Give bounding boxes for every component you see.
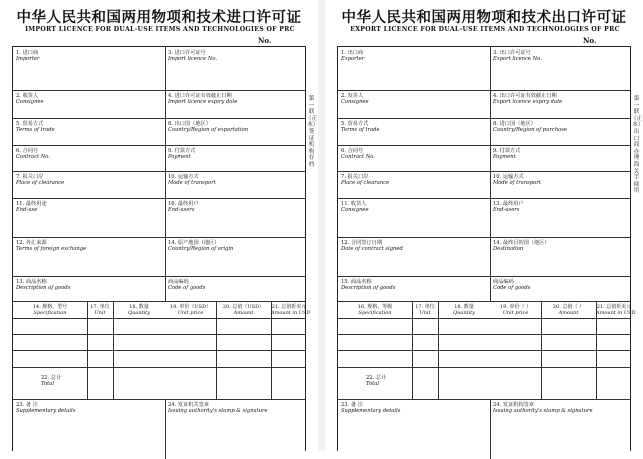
side-note: 第一联（正本）签证机构存档 [306,96,318,168]
export-licence-form [325,0,643,451]
field-place-of-clearance: 7. 报关口岸 Place of clearance [341,174,390,187]
field-payment: 9. 付款方式 Payment [168,148,196,161]
form-title: 中华人民共和国两用物项和技术进口许可证 [16,10,302,26]
col-amount-usd: 21. 总值折美元 Amount in USD [596,304,636,316]
field-country-purchase: 8. 进口国（地区） Country/Region of purchase [493,121,567,134]
field-terms-of-trade: 5. 贸易方式 Terms of trade [16,121,55,134]
field-code-of-goods: 商品编码 Code of goods [493,279,531,292]
page-gap [318,0,325,451]
field-code-of-goods: 商品编码 Code of goods [168,279,206,292]
field-issuing-authority: 24. 发证机构签章 Issuing authority's stamp & signature [493,402,593,415]
field-payment: 9. 付款方式 Payment [493,148,521,161]
field-total: 22. 总计 Total [41,375,62,388]
field-end-users: 13. 最终用户 End-users [493,201,524,214]
col-amount-usd: 21. 总值折美元 Amount in USD [271,304,311,316]
col-quantity: 18. 数量 Quantity [128,304,150,316]
field-consignee: 2. 收货人 Consignee [16,93,44,106]
field-exporter: 1. 出口商 Exporter [341,50,365,63]
licence-number-label: No. [258,36,272,45]
form-subtitle: EXPORT LICENCE FOR DUAL-USE ITEMS AND TECHNOLOGIES OF PRC [350,26,620,33]
field-supplementary: 23. 备 注 Supplementary details [16,402,76,415]
field-description-of-goods: 13. 商品名称 Description of goods [16,279,71,292]
field-supplementary: 23. 备 注 Supplementary details [341,402,401,415]
form-subtitle: IMPORT LICENCE FOR DUAL-USE ITEMS AND TECHNOLOGIES OF PRC [25,26,295,33]
col-specification: 14. 规格、型号 Specification [32,304,68,316]
col-quantity: 18. 数量 Quantity [453,304,475,316]
col-amount: 20. 总值（USD） Amount [222,304,265,316]
field-consignor: 2. 发货人 Consignee [341,93,369,106]
field-description-of-goods: 15. 商品名称 Description of goods [341,279,396,292]
field-issuing-authority: 24. 发证机关签章 Issuing authority's stamp & signature [168,402,268,415]
field-end-users: 16. 最终用户 End-users [168,201,199,214]
col-specification: 16. 规格、等级 Specification [357,304,393,316]
field-total: 22. 总计 Total [366,375,387,388]
field-importer: 1. 进口商 Importer [16,50,40,63]
field-country-exportation: 8. 出口国（地区） Country/Region of exportation [168,121,249,134]
field-mode-of-transport: 10. 运输方式 Mode of transport [493,174,541,187]
field-end-use: 11. 最终用途 End-use [16,201,47,214]
col-unit: 17. 单位 Unit [415,304,435,316]
field-consignee: 11. 收货人 Consignee [341,201,369,214]
import-licence-form [0,0,318,451]
field-contract-date: 12. 合同签订日期 Date of contract signed [341,240,403,253]
field-mode-of-transport: 10. 运输方式 Mode of transport [168,174,216,187]
col-unit: 17. 单位 Unit [90,304,110,316]
field-licence-no: 3. 进口许可证号 Import licence No. [168,50,218,63]
col-unit-price: 19. 单价（USD） Unit price [169,304,212,316]
form-grid [337,46,636,451]
side-note: 第一联（正本）出口商办理海关手续用 [631,96,643,195]
field-foreign-exchange: 12. 外汇来源 Terms of foreign exchange [16,240,87,253]
field-expiry-date: 4. 出口许可证有效截止日期 Export licence expiry date [493,93,563,106]
field-terms-of-trade: 5. 贸易方式 Terms of trade [341,121,380,134]
col-amount: 20. 总值（ ） Amount [552,304,585,316]
field-place-of-clearance: 7. 报关口岸 Place of clearance [16,174,65,187]
field-destination: 14. 最终目的国（地区） Destination [493,240,550,253]
col-unit-price: 19. 单价（ ） Unit price [499,304,532,316]
field-contract-no: 6. 合同号 Contract No. [16,148,50,161]
field-expiry-date: 4. 进口许可证有效截止日期 Import licence expiry date [168,93,238,106]
form-title: 中华人民共和国两用物项和技术出口许可证 [341,10,627,26]
field-contract-no: 6. 合同号 Contract No. [341,148,375,161]
field-country-origin: 14. 原产地国（地区） Country/Region of origin [168,240,234,253]
form-grid [12,46,311,451]
licence-number-label: No. [583,36,597,45]
field-licence-no: 3. 出口许可证号 Export licence No. [493,50,542,63]
